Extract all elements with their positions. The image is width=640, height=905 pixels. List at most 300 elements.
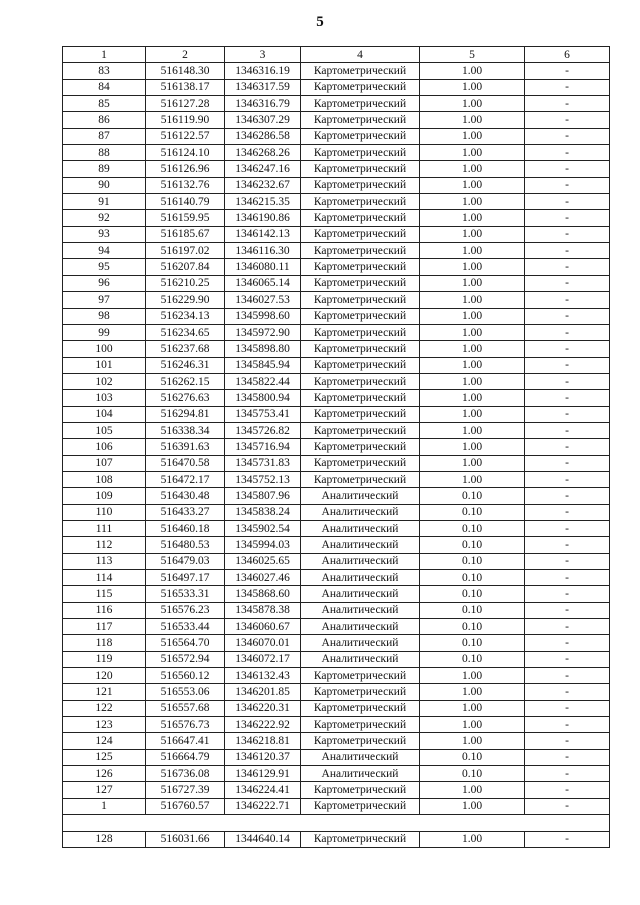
table-cell: 1345972.90 (225, 324, 301, 340)
table-row (63, 128, 610, 144)
table-cell: - (525, 570, 610, 586)
table-cell: 516132.76 (146, 177, 225, 193)
table-cell: - (525, 161, 610, 177)
table-cell: Картометрический (301, 406, 420, 422)
table-cell: - (525, 488, 610, 504)
table-cell: 0.10 (420, 488, 525, 504)
table-cell: - (525, 112, 610, 128)
table-cell: 123 (63, 717, 146, 733)
table-cell: 119 (63, 651, 146, 667)
table-cell: 1.00 (420, 161, 525, 177)
table-cell: 1345752.13 (225, 471, 301, 487)
table-cell: - (525, 782, 610, 798)
table-cell: 1.00 (420, 782, 525, 798)
table-cell: 1346142.13 (225, 226, 301, 242)
table-cell: Аналитический (301, 766, 420, 782)
table-cell: 124 (63, 733, 146, 749)
table-body (63, 63, 610, 815)
table-cell: 1.00 (420, 210, 525, 226)
table-cell: Картометрический (301, 341, 420, 357)
table-cell: Картометрический (301, 782, 420, 798)
table-row (63, 439, 610, 455)
table-cell: 1.00 (420, 96, 525, 112)
table-cell: 1.00 (420, 798, 525, 814)
table-cell: 516533.44 (146, 619, 225, 635)
table-row (63, 570, 610, 586)
table-row (63, 145, 610, 161)
table-cell: 516664.79 (146, 749, 225, 765)
table-row (63, 668, 610, 684)
table-cell: 516234.13 (146, 308, 225, 324)
column-header: 2 (146, 47, 225, 63)
table-cell: 1.00 (420, 717, 525, 733)
table-cell: 94 (63, 243, 146, 259)
table-cell: Картометрический (301, 63, 420, 79)
table-cell: 516234.65 (146, 324, 225, 340)
table-cell: 516572.94 (146, 651, 225, 667)
table-cell: 1.00 (420, 259, 525, 275)
table-cell: 516472.17 (146, 471, 225, 487)
table-cell: Картометрический (301, 96, 420, 112)
table-cell: 516338.34 (146, 422, 225, 438)
table-cell: 1.00 (420, 422, 525, 438)
table-cell: 108 (63, 471, 146, 487)
empty-row (63, 815, 610, 831)
table-cell: 0.10 (420, 537, 525, 553)
table-cell: Картометрический (301, 668, 420, 684)
table-cell: Картометрический (301, 422, 420, 438)
table-cell: Картометрический (301, 275, 420, 291)
table-cell: 516460.18 (146, 520, 225, 536)
table-row (63, 684, 610, 700)
table-row (63, 651, 610, 667)
table-cell: 104 (63, 406, 146, 422)
table-cell: - (525, 390, 610, 406)
table-cell: 101 (63, 357, 146, 373)
table-cell: 103 (63, 390, 146, 406)
table-cell: Картометрический (301, 439, 420, 455)
table-cell: 516647.41 (146, 733, 225, 749)
table-cell: 0.10 (420, 602, 525, 618)
table-cell: 516031.66 (146, 831, 225, 847)
table-cell: - (525, 766, 610, 782)
table-row (63, 292, 610, 308)
table-cell: 516229.90 (146, 292, 225, 308)
table-cell: 1.00 (420, 700, 525, 716)
table-cell: 1346129.91 (225, 766, 301, 782)
table-cell: 1346072.17 (225, 651, 301, 667)
table-cell: 516553.06 (146, 684, 225, 700)
table-cell: 109 (63, 488, 146, 504)
table-cell: - (525, 717, 610, 733)
table-cell: Картометрический (301, 390, 420, 406)
table-cell: 87 (63, 128, 146, 144)
column-header: 1 (63, 47, 146, 63)
table-cell: - (525, 128, 610, 144)
table-cell: 83 (63, 63, 146, 79)
table-cell: 1346060.67 (225, 619, 301, 635)
table-cell: 516294.81 (146, 406, 225, 422)
table-cell: 1345838.24 (225, 504, 301, 520)
table-cell: 516148.30 (146, 63, 225, 79)
table-row (63, 406, 610, 422)
table-cell: - (525, 635, 610, 651)
table-cell: Картометрический (301, 177, 420, 193)
table-row (63, 504, 610, 520)
table-cell: 1345868.60 (225, 586, 301, 602)
table-cell: 516207.84 (146, 259, 225, 275)
table-row (63, 635, 610, 651)
table-cell: Аналитический (301, 570, 420, 586)
table-row (63, 324, 610, 340)
table-cell: 1346190.86 (225, 210, 301, 226)
table-cell: Картометрический (301, 145, 420, 161)
table-cell: - (525, 79, 610, 95)
table-cell: - (525, 422, 610, 438)
table-cell: 1.00 (420, 406, 525, 422)
table-row (63, 390, 610, 406)
table-row (63, 275, 610, 291)
table-cell: 1346116.30 (225, 243, 301, 259)
table-cell: - (525, 455, 610, 471)
table-cell: 516237.68 (146, 341, 225, 357)
table-cell: 516185.67 (146, 226, 225, 242)
table-cell: - (525, 275, 610, 291)
table-row (63, 112, 610, 128)
table-row (63, 96, 610, 112)
table-cell: 1346080.11 (225, 259, 301, 275)
table-cell: 1346120.37 (225, 749, 301, 765)
table-cell: 122 (63, 700, 146, 716)
table-cell: 100 (63, 341, 146, 357)
table-cell: 1.00 (420, 112, 525, 128)
table-cell: 1346222.92 (225, 717, 301, 733)
table-cell: Аналитический (301, 488, 420, 504)
table-cell: 1.00 (420, 145, 525, 161)
table-cell: 1346307.29 (225, 112, 301, 128)
table-row (63, 717, 610, 733)
table-cell: 110 (63, 504, 146, 520)
table-row (63, 782, 610, 798)
table-cell: 1.00 (420, 177, 525, 193)
table-cell: Аналитический (301, 537, 420, 553)
table-cell: 516480.53 (146, 537, 225, 553)
table-cell: 105 (63, 422, 146, 438)
table-row (63, 161, 610, 177)
table-cell: 1346316.79 (225, 96, 301, 112)
table-cell: 112 (63, 537, 146, 553)
table-cell: 91 (63, 194, 146, 210)
table-cell: Картометрический (301, 226, 420, 242)
table-cell: 516470.58 (146, 455, 225, 471)
table-cell: 1346286.58 (225, 128, 301, 144)
table-cell: Картометрический (301, 194, 420, 210)
page-number: 5 (316, 14, 324, 30)
table-cell: 1.00 (420, 128, 525, 144)
table-cell: 1345731.83 (225, 455, 301, 471)
table-cell: 102 (63, 373, 146, 389)
table-cell: 516391.63 (146, 439, 225, 455)
table-cell: 516276.63 (146, 390, 225, 406)
table-cell: - (525, 177, 610, 193)
table-cell: 1.00 (420, 292, 525, 308)
table-cell: 1.00 (420, 668, 525, 684)
table-cell: 0.10 (420, 619, 525, 635)
table-cell: 95 (63, 259, 146, 275)
table-cell: - (525, 341, 610, 357)
table-cell: 1.00 (420, 455, 525, 471)
table-cell: 1345902.54 (225, 520, 301, 536)
table-cell: 115 (63, 586, 146, 602)
table-cell: 85 (63, 96, 146, 112)
table-cell: 88 (63, 145, 146, 161)
table-cell: 516127.28 (146, 96, 225, 112)
table-cell: - (525, 733, 610, 749)
table-cell: 1.00 (420, 439, 525, 455)
table-cell: - (525, 619, 610, 635)
column-header: 3 (225, 47, 301, 63)
table-cell: 1346065.14 (225, 275, 301, 291)
table-cell: Картометрический (301, 292, 420, 308)
table-cell: 1.00 (420, 324, 525, 340)
table-cell: - (525, 504, 610, 520)
table-cell: 0.10 (420, 520, 525, 536)
table-cell: 117 (63, 619, 146, 635)
table-cell: 1.00 (420, 226, 525, 242)
empty-cell (63, 815, 610, 831)
table-cell: - (525, 292, 610, 308)
table-cell: Аналитический (301, 586, 420, 602)
table-cell: 516479.03 (146, 553, 225, 569)
table-cell: 516564.70 (146, 635, 225, 651)
table-cell: 1346220.31 (225, 700, 301, 716)
column-header: 4 (301, 47, 420, 63)
table-cell: 98 (63, 308, 146, 324)
table-cell: 0.10 (420, 586, 525, 602)
table-cell: 1345998.60 (225, 308, 301, 324)
table-row (63, 373, 610, 389)
table-cell: Картометрический (301, 128, 420, 144)
table-cell: Аналитический (301, 749, 420, 765)
table-cell: - (525, 798, 610, 814)
table-cell: Аналитический (301, 504, 420, 520)
table-cell: 114 (63, 570, 146, 586)
table-cell: 1345753.41 (225, 406, 301, 422)
table-cell: 1346268.26 (225, 145, 301, 161)
table-cell: 1 (63, 798, 146, 814)
table-cell: Картометрический (301, 684, 420, 700)
table-row (63, 357, 610, 373)
table-cell: 120 (63, 668, 146, 684)
table-row (63, 586, 610, 602)
table-cell: Картометрический (301, 733, 420, 749)
table-row (63, 341, 610, 357)
table-cell: 1346025.65 (225, 553, 301, 569)
table-cell: 1.00 (420, 471, 525, 487)
table-cell: - (525, 373, 610, 389)
table-cell: 516262.15 (146, 373, 225, 389)
column-header: 5 (420, 47, 525, 63)
table-cell: Картометрический (301, 357, 420, 373)
table-cell: 516119.90 (146, 112, 225, 128)
table-cell: 1346316.19 (225, 63, 301, 79)
table-cell: - (525, 700, 610, 716)
table-cell: Картометрический (301, 243, 420, 259)
table-cell: 92 (63, 210, 146, 226)
table-cell: 0.10 (420, 504, 525, 520)
table-header-row (63, 47, 610, 63)
table-cell: 99 (63, 324, 146, 340)
table-cell: 1.00 (420, 341, 525, 357)
table-cell: - (525, 537, 610, 553)
table-row (63, 700, 610, 716)
table-cell: 1345807.96 (225, 488, 301, 504)
table-cell: Картометрический (301, 717, 420, 733)
table-cell: Картометрический (301, 798, 420, 814)
table-cell: - (525, 586, 610, 602)
table-cell: Картометрический (301, 259, 420, 275)
table-row (63, 243, 610, 259)
table-cell: - (525, 259, 610, 275)
table-cell: 516138.17 (146, 79, 225, 95)
table-row (63, 520, 610, 536)
table-cell: - (525, 553, 610, 569)
table-cell: - (525, 684, 610, 700)
table-cell: - (525, 243, 610, 259)
table-row (63, 766, 610, 782)
table-row (63, 749, 610, 765)
table-row (63, 798, 610, 814)
table-row (63, 488, 610, 504)
column-header: 6 (525, 47, 610, 63)
table-cell: 516727.39 (146, 782, 225, 798)
table-cell: 1346317.59 (225, 79, 301, 95)
table-body-after-gap (63, 831, 610, 847)
table-cell: - (525, 324, 610, 340)
table-cell: 0.10 (420, 766, 525, 782)
table-row (63, 177, 610, 193)
table-row (63, 553, 610, 569)
table-cell: 89 (63, 161, 146, 177)
table-cell: 1345716.94 (225, 439, 301, 455)
table-cell: Картометрический (301, 471, 420, 487)
table-cell: 1.00 (420, 373, 525, 389)
table-row (63, 259, 610, 275)
table-cell: 86 (63, 112, 146, 128)
table-cell: Картометрический (301, 79, 420, 95)
table-row (63, 194, 610, 210)
table-cell: 1344640.14 (225, 831, 301, 847)
table-cell: 516140.79 (146, 194, 225, 210)
table-cell: 0.10 (420, 651, 525, 667)
table-cell: 516124.10 (146, 145, 225, 161)
table-cell: 516576.23 (146, 602, 225, 618)
table-cell: 93 (63, 226, 146, 242)
table-cell: 1346027.53 (225, 292, 301, 308)
table-cell: 96 (63, 275, 146, 291)
table-cell: - (525, 668, 610, 684)
table-cell: 1.00 (420, 194, 525, 210)
table-cell: 0.10 (420, 749, 525, 765)
table-cell: 1345822.44 (225, 373, 301, 389)
table-cell: 125 (63, 749, 146, 765)
table-cell: - (525, 651, 610, 667)
table-cell: 516576.73 (146, 717, 225, 733)
table-cell: 1346201.85 (225, 684, 301, 700)
table-row (63, 455, 610, 471)
table-cell: 1346218.81 (225, 733, 301, 749)
table-cell: 516122.57 (146, 128, 225, 144)
table-cell: - (525, 406, 610, 422)
table-cell: 1345845.94 (225, 357, 301, 373)
table-cell: 516497.17 (146, 570, 225, 586)
table-row (63, 619, 610, 635)
table-gap (63, 815, 610, 831)
table-cell: 1.00 (420, 63, 525, 79)
table-cell: 107 (63, 455, 146, 471)
table-cell: 1346027.46 (225, 570, 301, 586)
table-cell: Картометрический (301, 831, 420, 847)
table-cell: 0.10 (420, 570, 525, 586)
table-cell: - (525, 63, 610, 79)
table-cell: 1.00 (420, 79, 525, 95)
table-cell: 516210.25 (146, 275, 225, 291)
table-row (63, 210, 610, 226)
table-cell: - (525, 439, 610, 455)
table-cell: - (525, 96, 610, 112)
table-cell: 1346232.67 (225, 177, 301, 193)
table-cell: 516533.31 (146, 586, 225, 602)
table-cell: 1345994.03 (225, 537, 301, 553)
table-cell: 113 (63, 553, 146, 569)
table-cell: 90 (63, 177, 146, 193)
table-row (63, 471, 610, 487)
table-row (63, 602, 610, 618)
table-cell: 1345726.82 (225, 422, 301, 438)
table-row (63, 226, 610, 242)
table-cell: Аналитический (301, 553, 420, 569)
coordinates-table (62, 46, 610, 848)
table-cell: 1.00 (420, 390, 525, 406)
table-cell: Картометрический (301, 700, 420, 716)
table-cell: 516557.68 (146, 700, 225, 716)
table-cell: 516560.12 (146, 668, 225, 684)
table-cell: 106 (63, 439, 146, 455)
table-row (63, 733, 610, 749)
table-cell: Аналитический (301, 619, 420, 635)
table-row (63, 63, 610, 79)
table-cell: 97 (63, 292, 146, 308)
table-cell: 1346222.71 (225, 798, 301, 814)
table-row (63, 79, 610, 95)
table-cell: 1.00 (420, 357, 525, 373)
table-cell: 516760.57 (146, 798, 225, 814)
table-cell: 126 (63, 766, 146, 782)
table-cell: Аналитический (301, 520, 420, 536)
table-cell: 1346132.43 (225, 668, 301, 684)
table-cell: 1345878.38 (225, 602, 301, 618)
table-cell: 1.00 (420, 243, 525, 259)
table-cell: Картометрический (301, 324, 420, 340)
table-cell: 1.00 (420, 733, 525, 749)
table-cell: - (525, 602, 610, 618)
table-cell: Картометрический (301, 161, 420, 177)
table-cell: 1346070.01 (225, 635, 301, 651)
table-cell: - (525, 194, 610, 210)
table-cell: 516433.27 (146, 504, 225, 520)
table-row (63, 308, 610, 324)
table-cell: Аналитический (301, 651, 420, 667)
